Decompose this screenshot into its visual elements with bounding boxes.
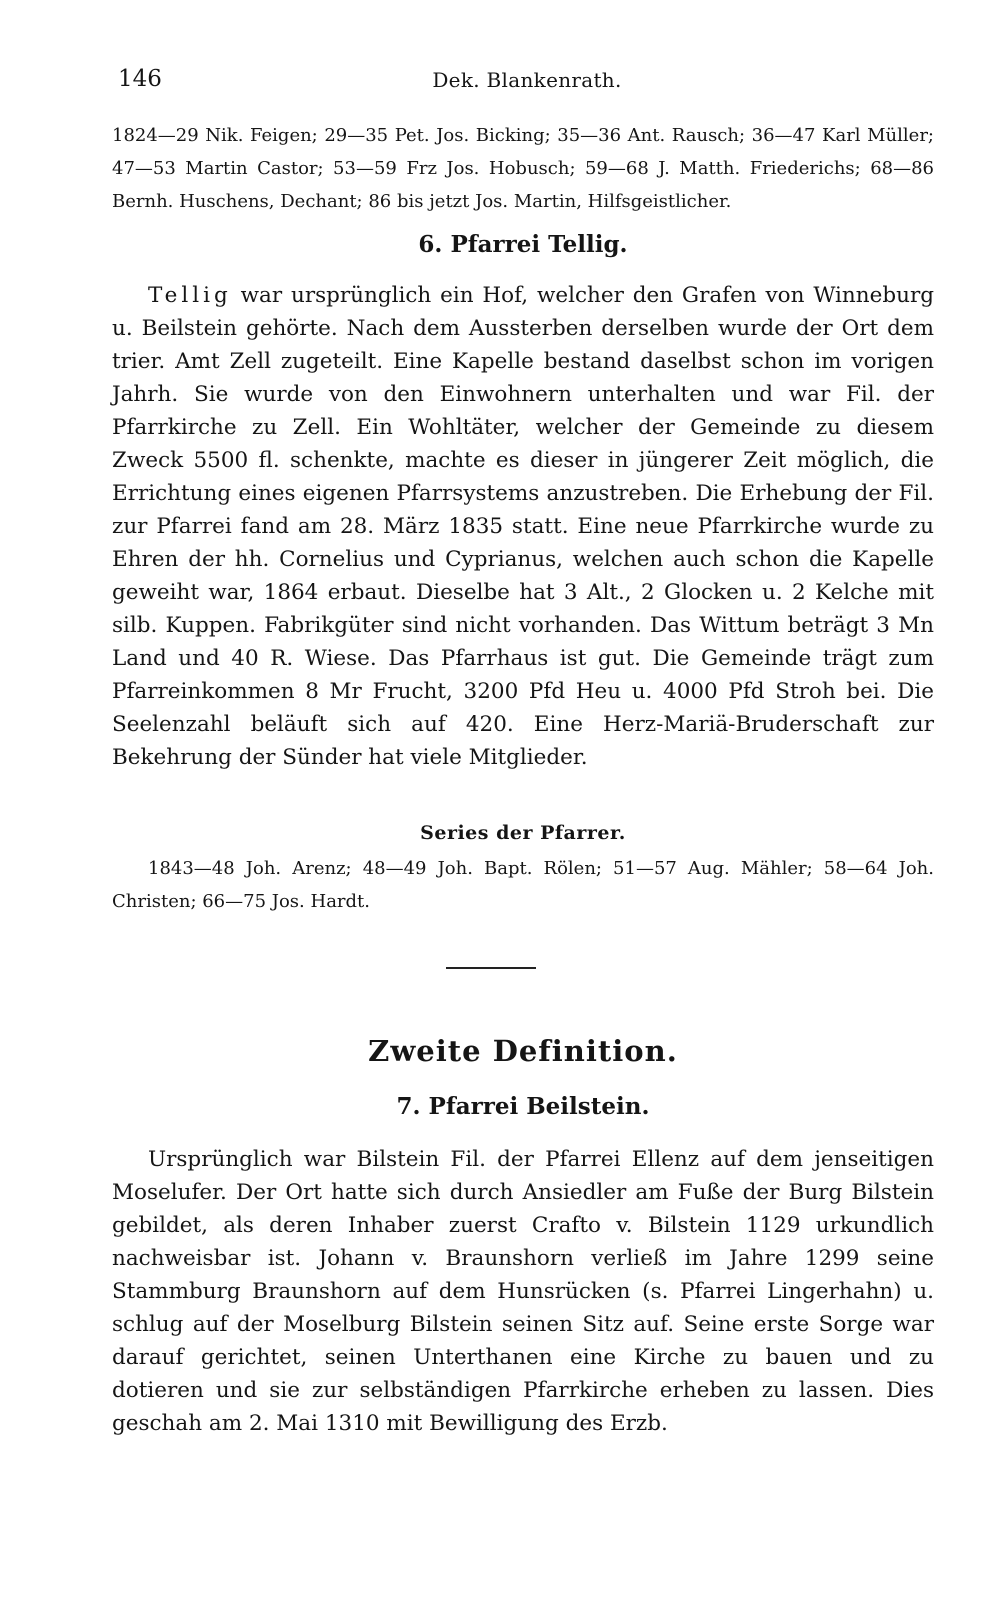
series-heading: Series der Pfarrer. [420,822,626,844]
running-title: Dek. Blankenrath. [432,68,622,92]
series-list-text: 1843—48 Joh. Arenz; 48—49 Joh. Bapt. Rölen; 51—57 Aug. Mähler; 58—64 Joh. Christen; 66—75 Jos. Hardt. [112,858,934,912]
running-head [118,66,936,102]
section-7-paragraph: Ursprünglich war Bilstein Fil. der Pfarrei Ellenz auf dem jenseitigen Moselufer. Der Ort hatte sich durch Ansiedler am Fuße der Burg Bilstein gebildet, als deren Inhaber zuerst Crafto v. Bilstein 1129 urkundlich nachweisbar ist. Johann v. Braunshorn verließ im Jahre 1299 seine Stammburg Braunshorn auf dem Hunsrücken (s. Pfarrei Lingerhahn) u. schlug auf der Moselburg Bilstein seinen Sitz auf. Seine erste Sorge war darauf gerichtet, seinen Unterthanen eine Kirche zu bauen und zu dotieren und sie zur selbständigen Pfarrkirche erheben zu lassen. Dies geschah am 2. Mai 1310 mit Bewilligung des Erzb. [112,1147,934,1436]
section-6-paragraph [112,279,934,774]
section-6-body [112,279,934,774]
section-6-heading: 6. Pfarrei Tellig. [418,231,628,258]
section-6-text: war ursprünglich ein Hof, welcher den Grafen von Winneburg u. Beilstein gehörte. Nach dem Aussterben derselben wurde der Ort dem trier. Amt Zell zugeteilt. Eine Kapelle bestand daselbst schon im vorigen Jahrh. Sie wurde von den Einwohnern unterhalten und war Fil. der Pfarrkirche zu Zell. Ein Wohltäter, welcher der Gemeinde zu diesem Zweck 5500 fl. schenkte, machte es dieser in jüngerer Zeit möglich, die Errichtung eines eigenen Pfarrsystems anzustreben. Die Erhebung der Fil. zur Pfarrei fand am 28. März 1835 statt. Eine neue Pfarrkirche wurde zu Ehren der hh. Cornelius und Cyprianus, welchen auch schon die Kapelle geweiht war, 1864 erbaut. Dieselbe hat 3 Alt., 2 Glocken u. 2 Kelche mit silb. Kuppen. Fabrikgüter sind nicht vorhanden. Das Wittum beträgt 3 Mn Land und 40 R. Wiese. Das Pfarrhaus ist gut. Die Gemeinde trägt zum Pfarreinkommen 8 Mr Frucht, 3200 Pfd Heu u. 4000 Pfd Stroh bei. Die Seelenzahl beläuft sich auf 420. Eine Herz-Mariä-Bruderschaft zur Bekehrung der Sünder hat viele Mitglieder. [112,283,934,770]
previous-clergy-text: 1824—29 Nik. Feigen; 29—35 Pet. Jos. Bicking; 35—36 Ant. Rausch; 36—47 Karl Müller; 47—53 Martin Castor; 53—59 Frz Jos. Hobusch; 59—68 J. Matth. Friederichs; 68—86 Bernh. Huschens, Dechant; 86 bis jetzt Jos. Martin, Hilfsgeistlicher. [112,125,934,212]
definition-heading: Zweite Definition. [368,1034,678,1068]
previous-clergy-list [112,119,934,218]
section-7-body [112,1143,934,1440]
section-6-lead-word: Tellig [148,283,232,308]
section-divider [446,967,536,969]
series-list [112,852,934,918]
page-number: 146 [118,66,162,92]
section-7-heading: 7. Pfarrei Beilstein. [396,1093,650,1120]
